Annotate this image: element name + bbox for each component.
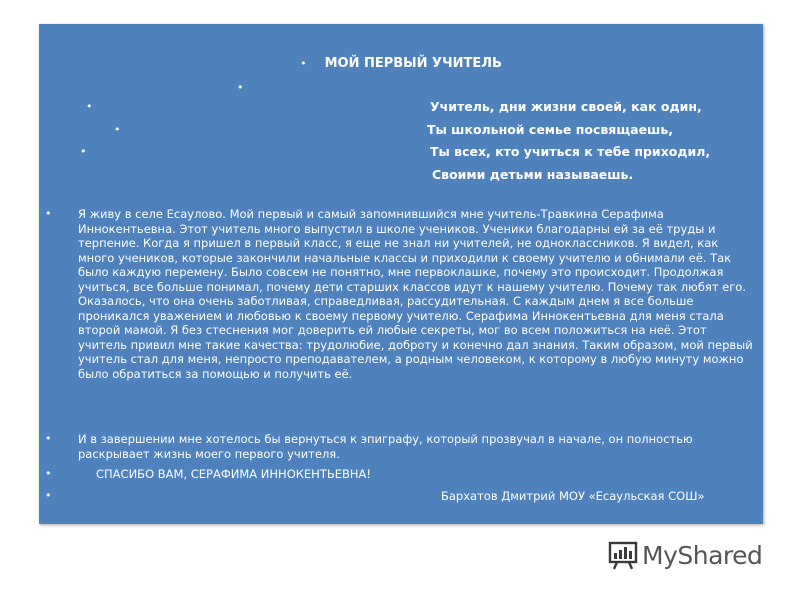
slide-title: МОЙ ПЕРВЫЙ УЧИТЕЛЬ [324, 56, 502, 71]
logo-text: MyShared [642, 540, 763, 570]
bullet: • [80, 145, 87, 158]
bullet: • [45, 467, 52, 480]
slide [39, 24, 763, 524]
bar-chart-presentation-icon [608, 540, 638, 570]
paragraph-2-text: И в завершении мне хотелось бы вернуться к эпиграфу, который прозвучал в начале, он полностью раскрывает жизнь моего первого учителя. [78, 432, 693, 461]
empty-bullet: • [237, 81, 244, 94]
signature-line [39, 489, 759, 505]
myshared-logo[interactable] [608, 537, 762, 573]
thanks-line [39, 467, 759, 483]
bullet: • [45, 489, 52, 502]
thanks-text: СПАСИБО ВАМ, СЕРАФИМА ИННОКЕНТЬЕВНА! [96, 467, 372, 481]
bullet: • [114, 123, 121, 136]
poem-line-3-text: Ты всех, кто учиться к тебе приходил, [430, 144, 711, 159]
poem-line-2-text: Ты школьной семье посвящаешь, [427, 122, 673, 137]
bullet: • [300, 57, 307, 70]
poem-line-1-text: Учитель, дни жизни своей, как один, [430, 99, 702, 114]
bullet: • [86, 100, 93, 113]
paragraph-1-text: Я живу в селе Есаулово. Мой первый и самый запомнившийся мне учитель-Травкина Серафима Иннокентьевна. Этот учитель много выпустил в школе учеников. Ученики благодарны ей за её труды и терпение. Когда я пришел в первый класс, я еще не знал ни учителей, не одноклассников. Я видел, как много учеников, которые закончили начальные классы и приходили к своему учителю и обнимали её. Так было каждую перемену. Было совсем не понятно, мне первоклашке, почему это происходит. Продолжая учиться, все больше понимал, почему дети старших классов идут к нашему учителю. Почему так любят его. Оказалось, что она очень заботливая, справедливая, рассудительная. С каждым днем я все больше проникался уважением и любовью к своему первому учителю. Серафима Иннокентьевна для меня стала второй мамой. Я без стеснения мог доверить ей любые секреты, мог во всем положиться на неё. Этот учитель привил мне такие качества: трудолюбие, доброту и конечно дал знания. Таким образом, мой первый учитель стал для меня, непросто преподавателем, а родным человеком, к которому в любую минуту можно было обратиться за помощью и получить её. [78, 207, 753, 381]
paragraph-1 [39, 207, 759, 437]
poem-line-4-text: Своими детьми называешь. [432, 167, 634, 182]
signature-text: Бархатов Дмитрий МОУ «Есаульская СОШ» [441, 489, 705, 503]
bullet: • [45, 432, 52, 445]
slide-title-line [39, 56, 763, 71]
paragraph-2 [39, 432, 759, 462]
bullet: • [45, 207, 52, 220]
